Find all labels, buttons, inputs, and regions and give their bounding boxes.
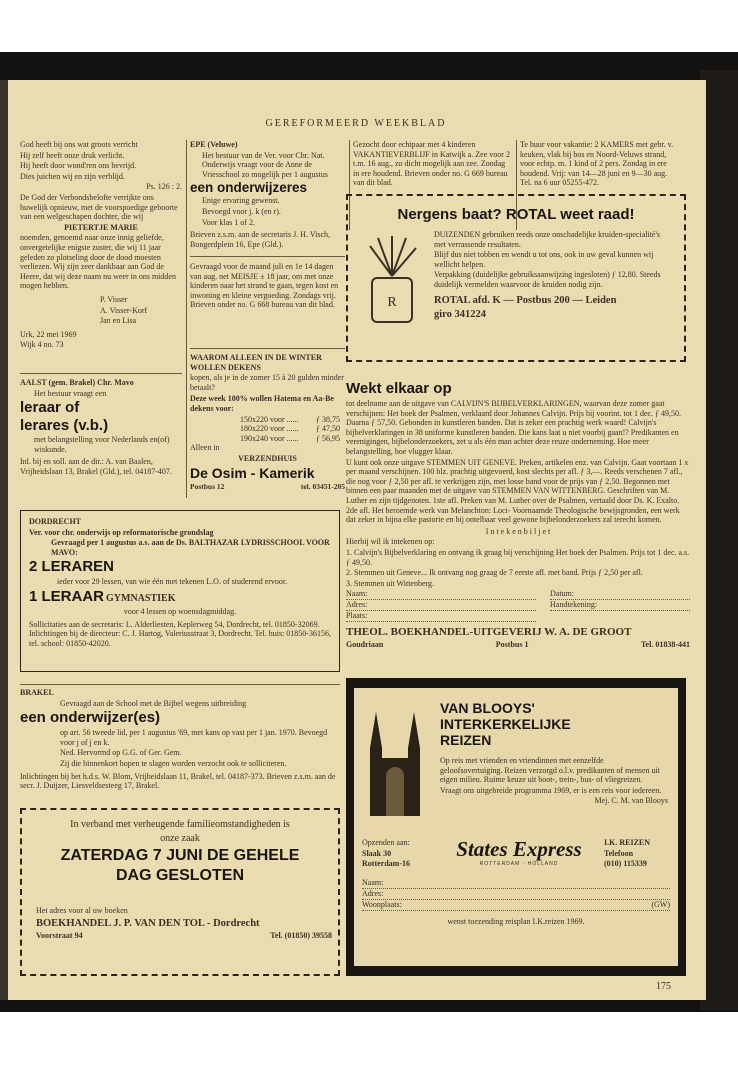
- notice-intro: In verband met verheugende familieomstandigheden is: [70, 819, 290, 830]
- send-to-address: Slaak 30: [362, 848, 392, 858]
- ad-title: INTERKERKELIJKE: [440, 716, 571, 732]
- price-row: [240, 434, 340, 444]
- ad-intro: Het bestuur vraagt een: [34, 388, 107, 398]
- blanket-size: 150x220 voor ......: [240, 414, 299, 424]
- verse-line: Hij heeft door wond'ren ons bevrijd.: [20, 161, 137, 171]
- ad-title: REIZEN: [440, 732, 492, 748]
- shop-phone: Tel. (01850) 39558: [270, 930, 332, 940]
- page-header: GEREFORMEERD WEEKBLAD: [265, 118, 447, 129]
- field-label: Adres:: [362, 889, 384, 898]
- ad-line: Alleen in: [190, 443, 220, 453]
- blanket-price: ƒ 47,50: [316, 424, 340, 434]
- company-name: I.K. REIZEN: [604, 838, 651, 847]
- publisher-name: THEOL. BOEKHANDEL-UITGEVERIJ W. A. DE GROOT: [346, 626, 632, 639]
- ad-body: ieder voor 29 lessen, van wie één met tekenen L.O. of studerend ervoor.: [57, 577, 288, 587]
- rotal-paragraph: DUIZENDEN gebruiken reeds onze onschadelijke kruiden-specialité's met verrassende resultaten.: [434, 230, 661, 249]
- ad-info: Inl. bij en soll. aan de dir.: A. van Baalen, Vrijheidslaan 13, Brakel (Gld.), tel. 04187-407.: [20, 457, 172, 476]
- announcement-body: De God der Verbondsbelofte verrijkte ons huwelijk opnieuw, met de voorspoedige geboorte van een welgeschapen dochter, die wij: [20, 192, 178, 222]
- phone-number: (010) 115339: [604, 859, 647, 869]
- notice-title: DAG GESLOTEN: [115, 867, 244, 884]
- divider: [20, 684, 340, 685]
- ad-info: Brieven z.s.m. aan de secretaris J. H. Visch, Bongerdplein 16, Epe (Gld.).: [190, 230, 330, 249]
- blanket-price: ƒ 38,75: [316, 414, 340, 424]
- ad-line: Enige ervaring gewenst.: [202, 196, 280, 206]
- ad-footer: wenst toezending reisplan I.K.reizen 1969.: [447, 917, 585, 926]
- tol-notice: [20, 808, 340, 976]
- rotal-giro: giro 341224: [434, 308, 487, 320]
- dordrecht-ad: [20, 510, 340, 672]
- ad-intro: Gevraagd per 1 augustus a.s. aan de Ds. BALTHAZAR LYDRISSCHOOL VOOR MAVO:: [51, 538, 330, 557]
- svg-text:R: R: [387, 295, 397, 310]
- ad-line: Voor klas 1 of 2.: [202, 217, 255, 227]
- field-label: Plaats:: [346, 611, 368, 621]
- ad-line: Bevoegd voor j. k (en r).: [202, 206, 281, 216]
- ad-title: een onderwijzer(es): [20, 709, 161, 727]
- logo-text: States Express: [456, 837, 582, 861]
- ad-line: Zij die binnenkort hopen te slagen worden verzocht ook te solliciteren.: [60, 758, 287, 768]
- blanket-size: 190x240 voor ......: [240, 433, 299, 443]
- ad-body: met belangstelling voor Nederlands en(of) wiskunde.: [34, 435, 170, 454]
- ad-subheading: Ver. voor chr. onderwijs op reformatorische grondslag: [29, 527, 214, 537]
- date-field[interactable]: [550, 589, 690, 600]
- phone: tel. 03451-205: [300, 481, 345, 491]
- ad-title: lerares (v.b.): [20, 417, 109, 435]
- announcement-body-2: noemden, genoemd naar onze innig geliefde, onvergetelijke enigste zuster, die wij 11 jaar geleden zo plotseling door de dood moesten verliezen. Wij zijn zeer dankbaar aan God de Heere, dat wij deze naam nu weer in ons midden mogen hebben.: [20, 233, 176, 291]
- send-to-address: Rotterdam-16: [362, 859, 410, 869]
- publisher-postbus: Postbus 1: [495, 640, 529, 650]
- column-rule: [186, 140, 187, 498]
- address: Wijk 4 no. 73: [20, 340, 64, 350]
- verse-reference: Ps. 126 : 2.: [146, 182, 182, 192]
- shop-name: BOEKHANDEL J. P. VAN DEN TOL - Dordrecht: [36, 917, 260, 929]
- form-item[interactable]: 1. Calvijn's Bijbelverklaring en ontvang ik graag bij verschijning Het boek der Psalmen. Prijs tot 1 dec. a.s. ƒ 49,50.: [346, 547, 690, 567]
- states-express-logo: States Express ROTTERDAM · HOLLAND: [444, 838, 594, 867]
- ad-line: op art. 56 tweede lid, per 1 augustus '69, met kans op vast per 1 jan. 1970. Bevoegd voor j of j en k.: [60, 728, 328, 747]
- address-field[interactable]: [346, 600, 536, 611]
- city-field[interactable]: [362, 900, 670, 911]
- ad-paragraph: Vraagt ons uitgebreide programma 1969, er is een reis voor iedereen.: [440, 785, 662, 795]
- newspaper-page: [6, 80, 706, 1000]
- ad-title: leraar of: [20, 399, 80, 417]
- ad-title: een onderwijzeres: [190, 180, 308, 196]
- divider: [20, 373, 182, 374]
- field-label: Naam:: [362, 878, 384, 887]
- phone-label: Telefoon: [604, 848, 634, 858]
- ad-body: voor 4 lessen op woensdagmiddag.: [123, 606, 237, 616]
- divider: [190, 348, 345, 349]
- ad-headline: Wekt elkaar op: [346, 380, 452, 397]
- postbus: Postbus 12: [190, 481, 225, 491]
- ad-body: kopen, als je in de zomer 15 à 20 gulden minder betaalt?: [190, 373, 344, 392]
- send-to-label: Opzenden aan:: [362, 838, 410, 847]
- brakel-ad: [20, 688, 340, 792]
- ad-line: VERZENDHUIS: [238, 453, 297, 463]
- huur-ad: [520, 140, 676, 189]
- place-date: Urk, 22 mei 1969: [20, 329, 77, 339]
- aalst-ad: [20, 378, 182, 478]
- epe-ad: [190, 140, 345, 250]
- field-label: Woonplaats:: [362, 900, 402, 909]
- form-item[interactable]: 3. Stemmen uit Wittenberg.: [346, 578, 435, 588]
- vakantie-ad: [353, 140, 511, 189]
- ad-info: Inlichtingen bij het h.d.s. W. Blom, Vrijheidslaan 11, Brakel, tel. 04187-373. Brieven z.s.m. aan de secr. J. Duijzer, Liesveldsesteeg 17, Brakel.: [20, 771, 336, 791]
- page-number: 175: [656, 981, 671, 992]
- notice-intro: onze zaak: [160, 833, 200, 844]
- ad-title: 2 LERAREN: [29, 558, 115, 576]
- shop-street: Voorstraat 94: [36, 930, 83, 940]
- ad-paragraph: U kunt ook onze uitgave STEMMEN UIT GENEVE. Preken, artikelen enz. van Calvijn. Gaat voortaan 1 x per maand verschijnen. 100 blz. prachtig uitgevoerd, kost slechts per afl. ƒ 3,—. Reeds verschenen 7 afl., die nog voor ƒ 2,50 per afl. te verkrijgen zijn, met losse band voor de prijs van ƒ 2,50. Begonnen met binnen een paar maanden met de uitgave van STEMMEN VAN WITTENBERG. Geschriften van M. Luther en zijn tijdgenoten. 1ste afl. Preken van M. Luther over de Psalmen, vertaald door Ds. K. Exalto. 2de afl. Het beroemde werk van Melanchton: Loci- Voornaamde Theologische bewijsgronden, een werk dat zeker in bijna elke pastorie en bij ontelbaar veel gewone bijbelonderzoekers zal terecht komen.: [346, 457, 689, 525]
- signer: A. Visser-Korf: [100, 305, 148, 315]
- ad-body-2: Deze week 100% wollen Hatema en Aa-Be dekens voor:: [190, 394, 334, 413]
- price-row: [240, 415, 340, 425]
- verse-line: Hij zelf heeft onze druk verlicht.: [20, 150, 125, 160]
- blanket-price: ƒ 56,95: [316, 433, 340, 443]
- ad-title: 1 LERAAR: [29, 587, 105, 605]
- field-label: Datum:: [550, 589, 574, 599]
- signer: P. Visser: [100, 294, 128, 304]
- publisher-city: Goudriaan: [346, 640, 384, 650]
- ad-signature: Mej. C. M. van Blooys: [594, 796, 668, 806]
- ad-paragraph: tot deelname aan de uitgave van CALVIJN'S BIJBELVERKLARINGEN, waarvan deze zomer gaat verschijnen: Het boek der Psalmen, verklaard door Johannes Calvijn. Prijs bij voorint. tot 1 dec. ƒ 49,50. Daarna ƒ 57,50. Gebonden in kunstleren banden. Dat is zeker een prachtig werk waard! Calvijn's bijbelverklaringen in 38 uniforme kunstleren banden. Die kans laat u niet voorbij gaan!? Predikanten en verenigingen, bijbelonderzoekers, zet u als één man achter deze reuze onderneming. Hoe meer belangstelling, hoe vlugger klaar.: [346, 399, 682, 456]
- rotal-address: ROTAL afd. K — Postbus 200 — Leiden: [434, 294, 617, 306]
- blooys-ad: [346, 678, 686, 976]
- publisher-phone: Tel. 01838-441: [640, 640, 690, 650]
- form-item[interactable]: 2. Stemmen uit Geneve... Ik ontvang nog graag de 7 eerste afl. met band. Prijs ƒ 2,50 per afl.: [346, 568, 643, 578]
- ad-title-tail: GYMNASTIEK: [106, 592, 176, 604]
- name-field[interactable]: [346, 589, 536, 600]
- ad-body: Het bestuur van de Ver. voor Chr. Nat. Onderwijs vraagt voor de Anne de Vriesschool zo mogelijk per 1 augustus: [202, 150, 328, 179]
- form-title: I n t e k e n b i l j e t: [485, 526, 551, 536]
- address-field[interactable]: [362, 889, 670, 900]
- ad-heading: DORDRECHT: [29, 517, 82, 526]
- shop-name: De Osim - Kamerik: [190, 464, 315, 481]
- divider: [190, 256, 345, 257]
- rotal-ad: [346, 194, 686, 362]
- birth-announcement: [20, 140, 182, 351]
- ad-body: Gezocht door echtpaar met 4 kinderen VAKANTIEVERBLIJF in Katwijk a. Zee voor 2 t.m. 16 aug., zo dicht mogelijk aan zee. Zondag in ere houdend. Brieven onder no. G 669 bureau van dit blad.: [353, 140, 510, 188]
- ad-heading: BRAKEL: [20, 688, 54, 697]
- ad-intro: Gevraagd aan de School met de Bijbel wegens uitbreiding: [60, 698, 247, 708]
- field-label: Adres:: [346, 600, 368, 610]
- field-label: Handtekening:: [550, 600, 598, 610]
- page-spine: [0, 80, 8, 1000]
- calvijn-ad: [346, 380, 690, 650]
- signature-field[interactable]: [550, 600, 690, 611]
- rotal-paragraph: Verpakking (duidelijke gebruiksaanwijzing ingesloten) ƒ 12,80. Steeds duidelijk vermelden waarvoor de kruiden nodig zijn.: [434, 270, 661, 289]
- city-field[interactable]: [346, 611, 536, 622]
- ad-line: Ned. Hervormd op G.G. of Ger. Gem.: [60, 748, 182, 758]
- field-code: (GW): [651, 900, 670, 909]
- logo-subtext: ROTTERDAM: [479, 861, 521, 867]
- ad-body: Gevraagd voor de maand juli en 1e 14 dagen van aug. net MEISJE ± 18 jaar, om met onze kinderen naar het strand te gaan, tegen kost en inwoning en kleine vergoeding. Zondags vrij. Brieven onder no. G 668 bureau van dit blad.: [190, 262, 339, 310]
- osim-ad: [190, 353, 345, 491]
- child-name: PIETERTJE MARIE: [64, 222, 138, 232]
- price-row: [240, 424, 340, 434]
- ad-body: Te huur voor vakantie: 2 KAMERS met gebr. v. keuken, vlak bij bos en Noord-Veluws strand, voor echtp. m. 1 kind of 2 pers. Zondag in ere houdend. Vrij: van 14—28 juni en 9—30 aug. Tel. na 6 uur 05255-472.: [520, 140, 674, 188]
- ad-heading: AALST (gem. Brakel) Chr. Mavo: [20, 378, 134, 387]
- ad-title: VAN BLOOYS': [440, 700, 535, 716]
- blanket-size: 180x220 voor ......: [240, 424, 299, 434]
- herb-jar-icon: [358, 236, 426, 328]
- rotal-paragraph: Blijf dus niet tobben en wendt u tot ons, ook in uw geval kunnen wij wellicht helpen.: [434, 250, 654, 269]
- ad-heading: WAAROM ALLEEN IN DE WINTER WOLLEN DEKENS: [190, 353, 322, 372]
- field-label: Naam:: [346, 589, 368, 599]
- logo-subtext: HOLLAND: [527, 861, 559, 867]
- ad-info: Sollicitaties aan de secretaris: L. Alderliesten, Keplerweg 54, Dordrecht, tel. 01850-32069. Inlichtingen bij de directeur: C. J. Hartog, Valeriusstraat 3, Dordrecht. Tel. huis: 01850-36156, tel. school: 01850-42020.: [29, 619, 331, 648]
- name-field[interactable]: [362, 878, 670, 889]
- ad-heading: EPE (Veluwe): [190, 140, 238, 149]
- verse-line: God heeft bij ons wat groots verricht: [20, 140, 138, 149]
- meisje-ad: [190, 262, 345, 311]
- signer: Jan en Lisa: [100, 316, 136, 326]
- cathedral-icon: [362, 698, 428, 816]
- verse-line: Dies juichen wij en zijn verblijd.: [20, 171, 125, 181]
- notice-title: ZATERDAG 7 JUNI DE GEHELE: [60, 847, 300, 864]
- form-intro: Hierbij wil ik intekenen op:: [346, 537, 435, 547]
- ad-paragraph: Op reis met vrienden en vriendinnen met eenzelfde geloofsovertuiging. Reizen verzorgd o.l.v. predikanten of mensen uit eigen milieu. Ruime keuze uit boot-, trein-, bus- of vliegreizen.: [440, 756, 660, 785]
- rotal-headline: Nergens baat? ROTAL weet raad!: [397, 206, 635, 223]
- notice-address-label: Het adres voor al uw boeken: [36, 906, 128, 915]
